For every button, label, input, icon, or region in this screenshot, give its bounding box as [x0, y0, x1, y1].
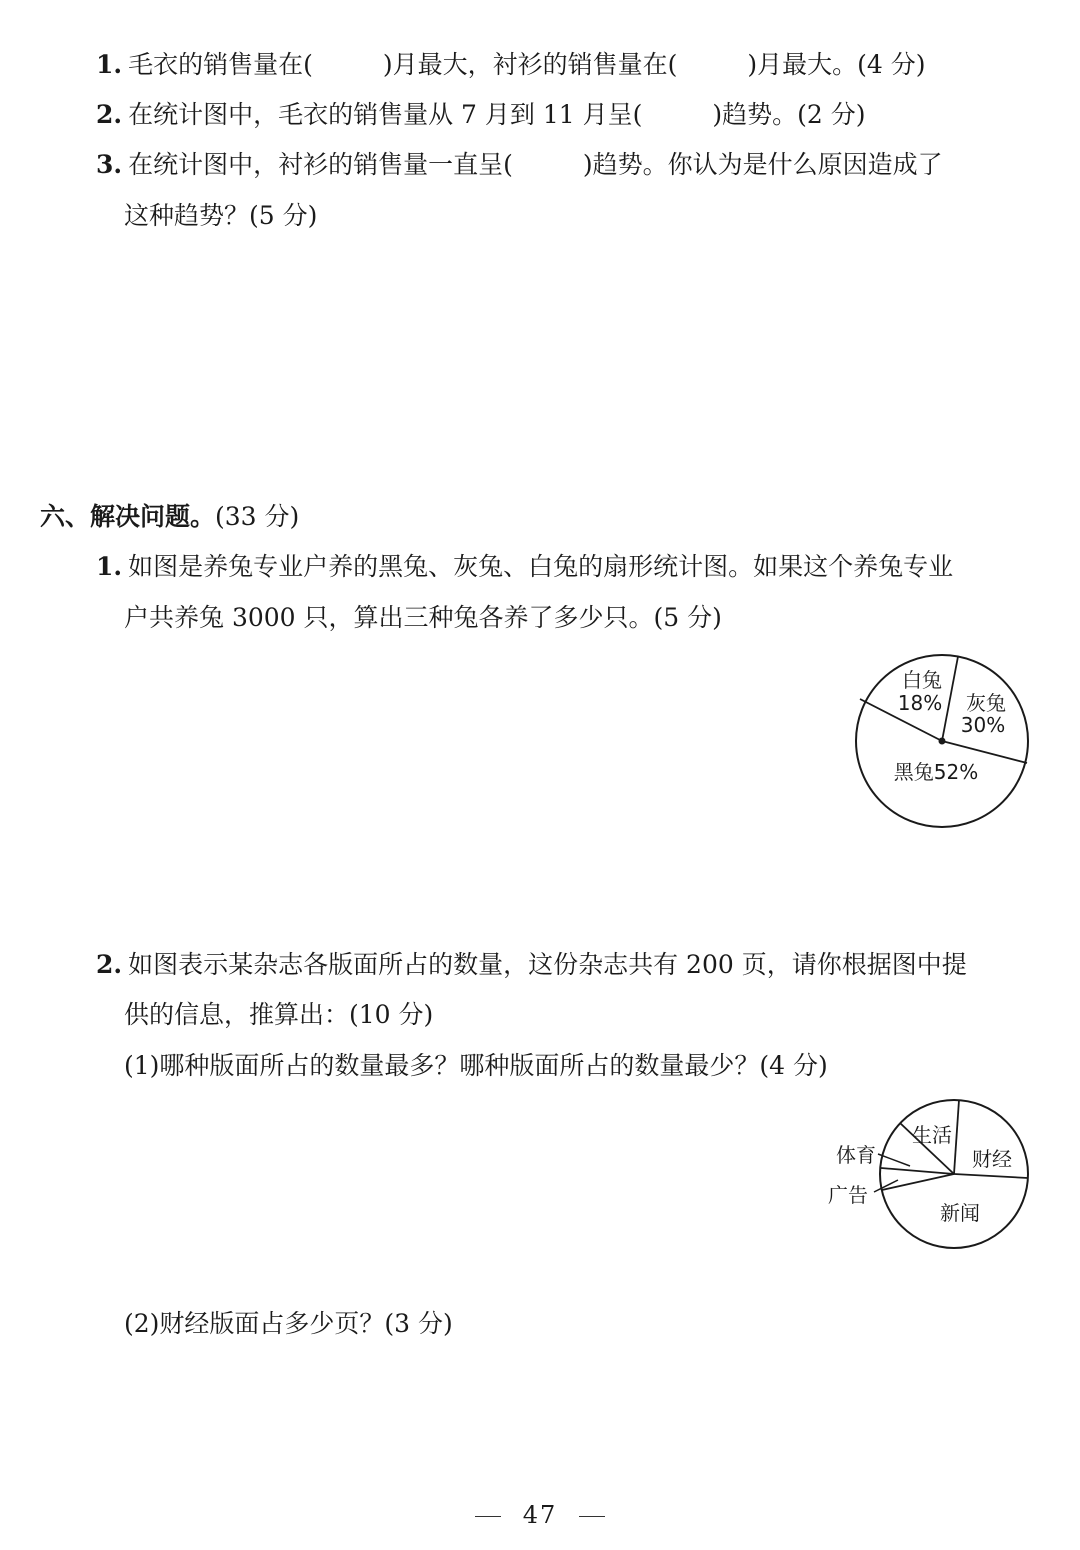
points: (5 分): [249, 201, 318, 230]
question-text: 如图是养兔专业户养的黑兔、灰兔、白兔的扇形统计图。如果这个养兔专业: [128, 552, 954, 581]
question-number: 1.: [96, 552, 123, 581]
slice-label-black: 黑兔52%: [893, 760, 979, 784]
question-number: 2.: [96, 950, 123, 979]
q6-2-line2: [124, 998, 433, 1032]
question-text: )趋势。: [712, 100, 798, 129]
question-text: 在统计图中，衬衫的销售量一直呈(: [128, 150, 513, 179]
q6-1-line2: [124, 601, 722, 635]
magazine-pie-chart: [818, 1096, 1038, 1256]
slice-label-life: 生活: [912, 1123, 952, 1147]
q6-2-sub2: [124, 1307, 453, 1341]
points: (5 分): [653, 603, 722, 632]
question-text: 毛衣的销售量在(: [128, 50, 313, 79]
question-text: (1)哪种版面所占的数量最多？哪种版面所占的数量最少？: [124, 1051, 760, 1080]
points: (4 分): [857, 50, 926, 79]
question-text: (2)财经版面占多少页？: [124, 1309, 385, 1338]
q5-2: [96, 98, 866, 132]
slice-label-sports: 体育: [836, 1143, 876, 1167]
question-text: 在统计图中，毛衣的销售量从 7 月到 11 月呈(: [128, 100, 643, 129]
slice-label-finance: 财经: [972, 1147, 1012, 1171]
question-text: 这种趋势？: [124, 201, 250, 230]
slice-value-gray: 30%: [960, 713, 1006, 737]
slice-value-white: 18%: [897, 691, 943, 715]
question-number: 3.: [96, 150, 123, 179]
rabbit-pie-chart: [852, 651, 1032, 831]
slice-label-news: 新闻: [940, 1201, 980, 1225]
q6-1-line1: [96, 550, 953, 584]
section-title: 六、解决问题。(33 分): [40, 502, 300, 531]
q6-2-line1: [96, 948, 967, 982]
question-text: )趋势。你认为是什么原因造成了: [582, 150, 943, 179]
q5-3-line2: [124, 199, 317, 233]
q5-1: [96, 48, 926, 82]
points: (10 分): [349, 1000, 434, 1029]
dash-left: [475, 1516, 501, 1517]
question-text: 如图表示某杂志各版面所占的数量，这份杂志共有 200 页，请你根据图中提: [128, 950, 967, 979]
points: (4 分): [759, 1051, 828, 1080]
question-text: )月最大。: [747, 50, 858, 79]
pie-center: [939, 738, 946, 745]
slice-label-white: 白兔: [902, 668, 942, 692]
page-number: 47: [0, 1500, 1080, 1530]
question-number: 1.: [96, 50, 123, 79]
q6-2-sub1: [124, 1049, 828, 1083]
slice-label-gray: 灰兔: [966, 691, 1006, 715]
points: (3 分): [384, 1309, 453, 1338]
slice-label-ad: 广告: [828, 1183, 868, 1207]
points: (33 分): [215, 502, 300, 531]
dash-right: [579, 1516, 605, 1517]
question-text: 户共养兔 3000 只，算出三种兔各养了多少只。: [124, 603, 654, 632]
question-number: 2.: [96, 100, 123, 129]
question-text: )月最大，衬衫的销售量在(: [382, 50, 678, 79]
question-text: 供的信息，推算出：: [124, 1000, 350, 1029]
points: (2 分): [797, 100, 866, 129]
q5-3: [96, 148, 943, 182]
